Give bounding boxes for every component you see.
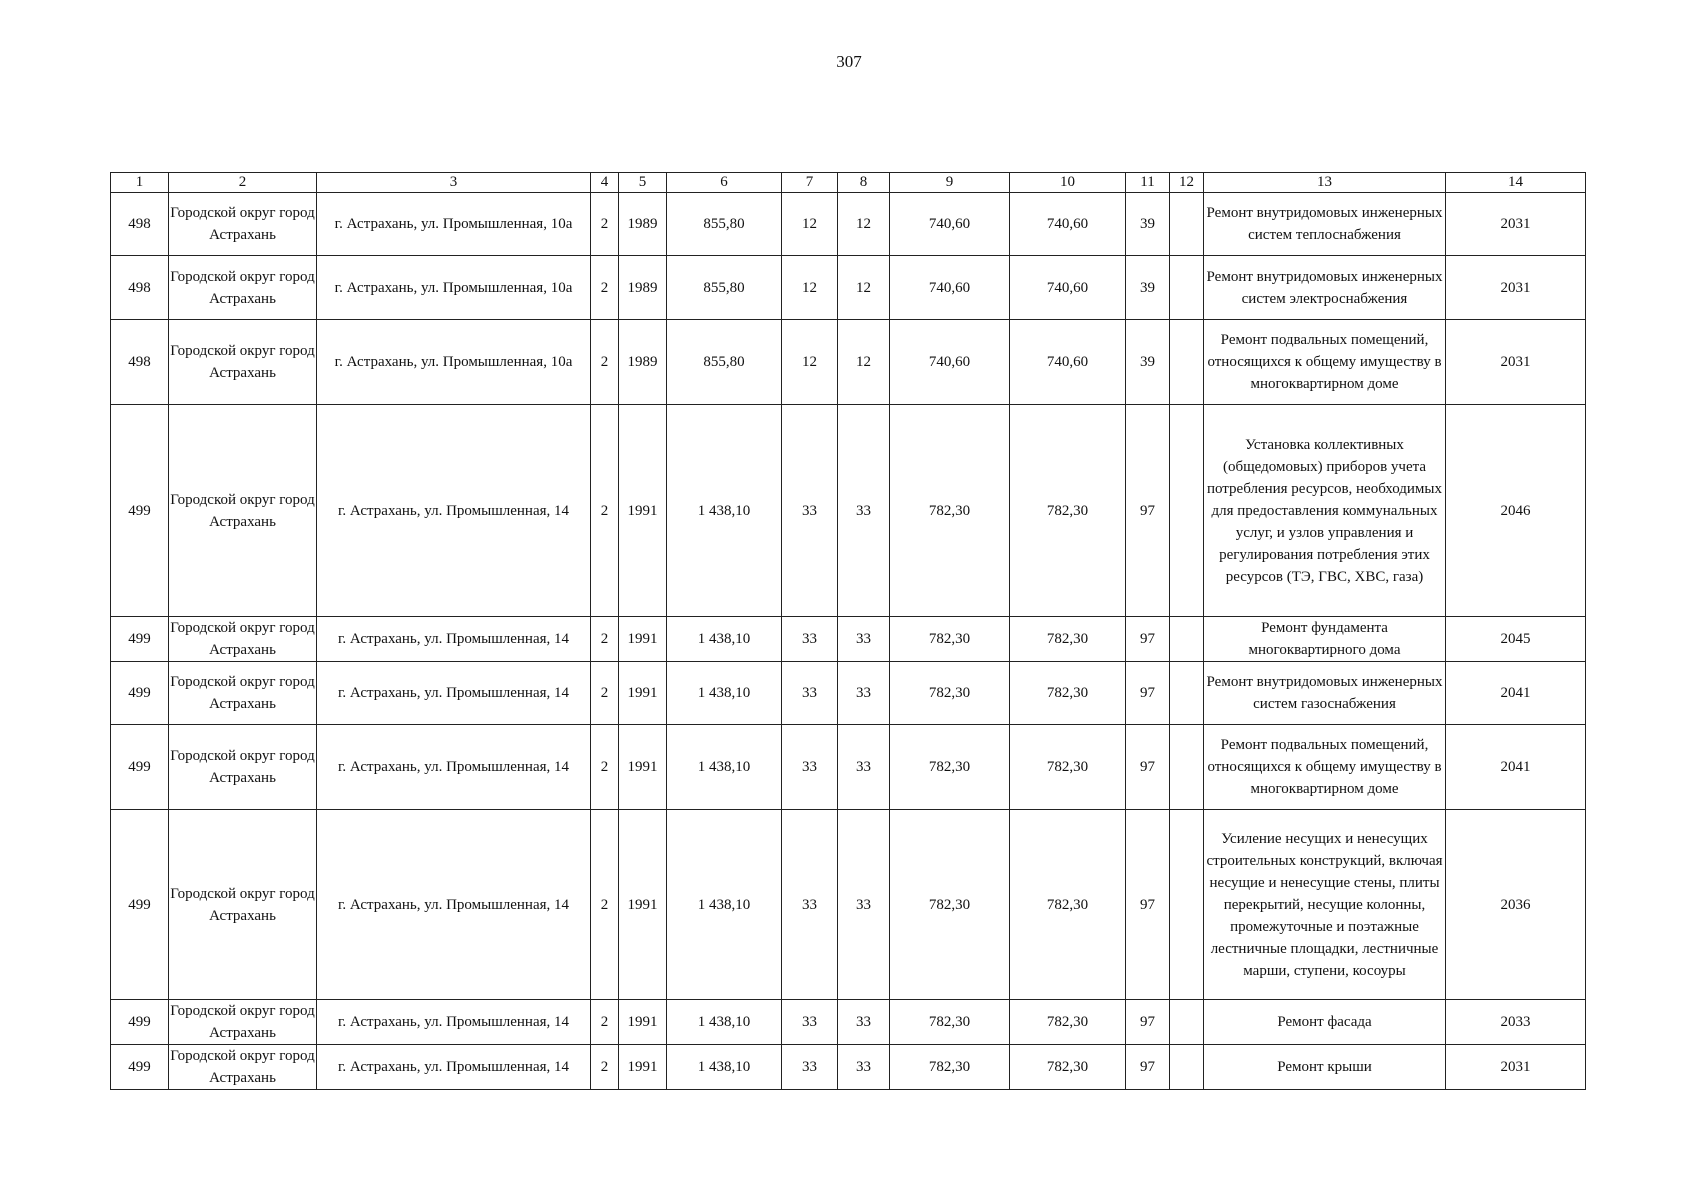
cell-work-type: Ремонт крыши [1204, 1045, 1446, 1090]
cell-living-area: 782,30 [890, 725, 1010, 810]
cell-year-built: 1991 [619, 810, 667, 1000]
cell-residents: 33 [838, 1045, 890, 1090]
cell-apartments: 12 [782, 193, 838, 256]
cell-work-type: Ремонт внутридомовых инженерных систем электроснабжения [1204, 256, 1446, 320]
cell-floors: 2 [591, 1000, 619, 1045]
cell-planned-year: 2041 [1446, 725, 1586, 810]
cell-planned-year: 2031 [1446, 193, 1586, 256]
page-number: 307 [836, 52, 862, 71]
table-row [111, 725, 1586, 810]
cell-work-type: Ремонт внутридомовых инженерных систем газоснабжения [1204, 662, 1446, 725]
cell-living-area: 782,30 [890, 1045, 1010, 1090]
cell-private-area: 782,30 [1010, 1045, 1126, 1090]
cell-planned-year: 2045 [1446, 617, 1586, 662]
cell-living-area: 782,30 [890, 617, 1010, 662]
cell-address: г. Астрахань, ул. Промышленная, 14 [317, 725, 591, 810]
cell-apartments: 12 [782, 320, 838, 405]
cell-row-number: 499 [111, 662, 169, 725]
cell-living-area: 782,30 [890, 662, 1010, 725]
cell-residents: 33 [838, 1000, 890, 1045]
cell-municipality: Городской округ город Астрахань [169, 662, 317, 725]
register-table [110, 172, 1586, 1090]
cell-address: г. Астрахань, ул. Промышленная, 14 [317, 810, 591, 1000]
cell-living-area: 782,30 [890, 810, 1010, 1000]
cell-year-built: 1991 [619, 1000, 667, 1045]
cell-residents-count: 97 [1126, 1045, 1170, 1090]
cell-work-type: Ремонт подвальных помещений, относящихся к общему имуществу в многоквартирном доме [1204, 725, 1446, 810]
cell-private-area: 740,60 [1010, 193, 1126, 256]
cell-floors: 2 [591, 256, 619, 320]
cell-residents: 33 [838, 662, 890, 725]
column-header-10: 10 [1010, 173, 1126, 193]
cell-residents-count: 97 [1126, 725, 1170, 810]
cell-extra [1170, 256, 1204, 320]
cell-private-area: 740,60 [1010, 320, 1126, 405]
cell-living-area: 782,30 [890, 405, 1010, 617]
table-row [111, 193, 1586, 256]
cell-private-area: 782,30 [1010, 1000, 1126, 1045]
cell-apartments: 33 [782, 662, 838, 725]
table-header [111, 173, 1586, 193]
cell-planned-year: 2031 [1446, 256, 1586, 320]
cell-apartments: 12 [782, 256, 838, 320]
cell-work-type: Ремонт фундамента многоквартирного дома [1204, 617, 1446, 662]
cell-private-area: 782,30 [1010, 810, 1126, 1000]
table-row [111, 1045, 1586, 1090]
cell-planned-year: 2046 [1446, 405, 1586, 617]
cell-municipality: Городской округ город Астрахань [169, 1045, 317, 1090]
cell-residents: 12 [838, 193, 890, 256]
column-header-11: 11 [1126, 173, 1170, 193]
cell-planned-year: 2031 [1446, 320, 1586, 405]
cell-municipality: Городской округ город Астрахань [169, 617, 317, 662]
cell-row-number: 499 [111, 810, 169, 1000]
cell-extra [1170, 810, 1204, 1000]
cell-extra [1170, 725, 1204, 810]
cell-row-number: 498 [111, 256, 169, 320]
cell-floors: 2 [591, 193, 619, 256]
cell-apartments: 33 [782, 1000, 838, 1045]
cell-row-number: 498 [111, 193, 169, 256]
table-row [111, 256, 1586, 320]
cell-residents: 33 [838, 617, 890, 662]
cell-address: г. Астрахань, ул. Промышленная, 10а [317, 256, 591, 320]
column-header-9: 9 [890, 173, 1010, 193]
cell-apartments: 33 [782, 617, 838, 662]
cell-year-built: 1989 [619, 256, 667, 320]
cell-apartments: 33 [782, 405, 838, 617]
cell-floors: 2 [591, 405, 619, 617]
cell-work-type: Установка коллективных (общедомовых) приборов учета потребления ресурсов, необходимых для предоставления коммунальных услуг, и узлов управления и регулирования потребления этих ресурсов (ТЭ, ГВС, ХВС, газа) [1204, 405, 1446, 617]
cell-residents-count: 97 [1126, 617, 1170, 662]
cell-year-built: 1991 [619, 725, 667, 810]
column-header-12: 12 [1170, 173, 1204, 193]
cell-year-built: 1991 [619, 405, 667, 617]
cell-total-area: 1 438,10 [667, 1045, 782, 1090]
cell-work-type: Ремонт внутридомовых инженерных систем теплоснабжения [1204, 193, 1446, 256]
cell-address: г. Астрахань, ул. Промышленная, 10а [317, 320, 591, 405]
cell-apartments: 33 [782, 810, 838, 1000]
cell-floors: 2 [591, 725, 619, 810]
cell-extra [1170, 405, 1204, 617]
cell-total-area: 1 438,10 [667, 405, 782, 617]
column-header-1: 1 [111, 173, 169, 193]
cell-address: г. Астрахань, ул. Промышленная, 10а [317, 193, 591, 256]
cell-year-built: 1989 [619, 193, 667, 256]
cell-living-area: 740,60 [890, 193, 1010, 256]
cell-floors: 2 [591, 320, 619, 405]
cell-total-area: 855,80 [667, 256, 782, 320]
cell-residents-count: 97 [1126, 405, 1170, 617]
register-table-container [110, 172, 1585, 1090]
column-header-8: 8 [838, 173, 890, 193]
cell-extra [1170, 662, 1204, 725]
cell-residents: 12 [838, 256, 890, 320]
cell-floors: 2 [591, 810, 619, 1000]
header-row [111, 173, 1586, 193]
column-header-14: 14 [1446, 173, 1586, 193]
cell-extra [1170, 617, 1204, 662]
cell-municipality: Городской округ город Астрахань [169, 320, 317, 405]
cell-municipality: Городской округ город Астрахань [169, 1000, 317, 1045]
cell-planned-year: 2036 [1446, 810, 1586, 1000]
cell-planned-year: 2033 [1446, 1000, 1586, 1045]
cell-total-area: 1 438,10 [667, 1000, 782, 1045]
table-row [111, 1000, 1586, 1045]
cell-residents: 12 [838, 320, 890, 405]
cell-private-area: 782,30 [1010, 617, 1126, 662]
cell-year-built: 1991 [619, 662, 667, 725]
cell-private-area: 782,30 [1010, 725, 1126, 810]
column-header-5: 5 [619, 173, 667, 193]
cell-total-area: 855,80 [667, 193, 782, 256]
cell-row-number: 499 [111, 617, 169, 662]
cell-residents-count: 97 [1126, 810, 1170, 1000]
cell-row-number: 499 [111, 725, 169, 810]
table-body [111, 193, 1586, 1090]
cell-address: г. Астрахань, ул. Промышленная, 14 [317, 1000, 591, 1045]
cell-planned-year: 2041 [1446, 662, 1586, 725]
cell-work-type: Ремонт подвальных помещений, относящихся к общему имуществу в многоквартирном доме [1204, 320, 1446, 405]
cell-municipality: Городской округ город Астрахань [169, 405, 317, 617]
table-row [111, 617, 1586, 662]
column-header-3: 3 [317, 173, 591, 193]
cell-private-area: 740,60 [1010, 256, 1126, 320]
cell-municipality: Городской округ город Астрахань [169, 725, 317, 810]
cell-floors: 2 [591, 662, 619, 725]
cell-extra [1170, 1045, 1204, 1090]
cell-residents-count: 39 [1126, 256, 1170, 320]
cell-residents-count: 97 [1126, 1000, 1170, 1045]
column-header-6: 6 [667, 173, 782, 193]
cell-total-area: 1 438,10 [667, 662, 782, 725]
cell-row-number: 498 [111, 320, 169, 405]
cell-residents: 33 [838, 810, 890, 1000]
cell-extra [1170, 1000, 1204, 1045]
cell-living-area: 740,60 [890, 256, 1010, 320]
cell-row-number: 499 [111, 1045, 169, 1090]
table-row [111, 662, 1586, 725]
table-row [111, 810, 1586, 1000]
cell-private-area: 782,30 [1010, 405, 1126, 617]
cell-address: г. Астрахань, ул. Промышленная, 14 [317, 405, 591, 617]
cell-address: г. Астрахань, ул. Промышленная, 14 [317, 617, 591, 662]
table-row [111, 320, 1586, 405]
cell-total-area: 1 438,10 [667, 725, 782, 810]
column-header-13: 13 [1204, 173, 1446, 193]
cell-private-area: 782,30 [1010, 662, 1126, 725]
cell-floors: 2 [591, 1045, 619, 1090]
cell-year-built: 1991 [619, 617, 667, 662]
cell-residents: 33 [838, 405, 890, 617]
cell-address: г. Астрахань, ул. Промышленная, 14 [317, 1045, 591, 1090]
cell-municipality: Городской округ город Астрахань [169, 193, 317, 256]
cell-residents-count: 39 [1126, 320, 1170, 405]
cell-floors: 2 [591, 617, 619, 662]
cell-residents: 33 [838, 725, 890, 810]
cell-living-area: 782,30 [890, 1000, 1010, 1045]
cell-extra [1170, 193, 1204, 256]
cell-apartments: 33 [782, 1045, 838, 1090]
cell-residents-count: 39 [1126, 193, 1170, 256]
cell-apartments: 33 [782, 725, 838, 810]
cell-year-built: 1989 [619, 320, 667, 405]
cell-municipality: Городской округ город Астрахань [169, 810, 317, 1000]
column-header-4: 4 [591, 173, 619, 193]
cell-municipality: Городской округ город Астрахань [169, 256, 317, 320]
column-header-2: 2 [169, 173, 317, 193]
cell-living-area: 740,60 [890, 320, 1010, 405]
column-header-7: 7 [782, 173, 838, 193]
table-row [111, 405, 1586, 617]
cell-work-type: Усиление несущих и ненесущих строительных конструкций, включая несущие и ненесущие стены, плиты перекрытий, несущие колонны, промежуточные и поэтажные лестничные площадки, лестничные марши, ступени, косоуры [1204, 810, 1446, 1000]
cell-planned-year: 2031 [1446, 1045, 1586, 1090]
cell-total-area: 1 438,10 [667, 617, 782, 662]
cell-year-built: 1991 [619, 1045, 667, 1090]
cell-total-area: 1 438,10 [667, 810, 782, 1000]
cell-work-type: Ремонт фасада [1204, 1000, 1446, 1045]
cell-row-number: 499 [111, 405, 169, 617]
cell-extra [1170, 320, 1204, 405]
cell-total-area: 855,80 [667, 320, 782, 405]
cell-address: г. Астрахань, ул. Промышленная, 14 [317, 662, 591, 725]
cell-residents-count: 97 [1126, 662, 1170, 725]
cell-row-number: 499 [111, 1000, 169, 1045]
